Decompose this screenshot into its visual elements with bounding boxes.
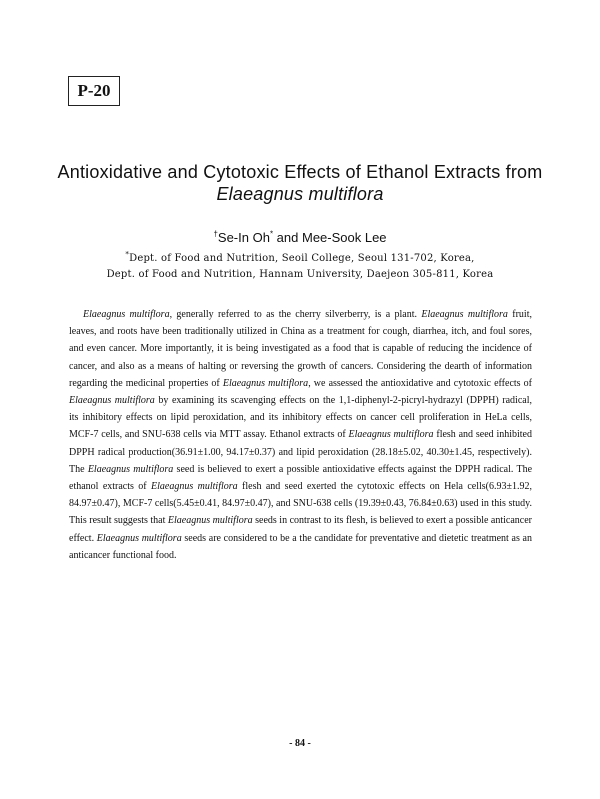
paper-title: [40, 161, 560, 205]
species-name: Elaeagnus multiflora: [96, 532, 182, 544]
species-name: Elaeagnus multiflora: [83, 309, 170, 320]
affiliation-2: Dept. of Food and Nutrition, Hannam University, Daejeon 305-811, Korea: [106, 269, 494, 280]
species-name: Elaeagnus multiflora: [421, 309, 508, 320]
affiliation-1: Dept. of Food and Nutrition, Seoil College, Seoul 131-702, Korea,: [129, 253, 475, 264]
poster-id-box: [68, 76, 120, 106]
poster-id: P-20: [77, 81, 111, 100]
abstract-text: seeds in contrast to its flesh, is believed to exert a possible anticancer effect.: [69, 515, 532, 544]
species-name: Elaeagnus multiflora: [348, 429, 434, 441]
author-1: Se-In Oh: [217, 230, 270, 245]
species-name: Elaeagnus multiflora: [87, 463, 174, 475]
title-line-1: Antioxidative and Cytotoxic Effects of Ethanol Extracts from: [57, 162, 543, 182]
abstract-text: fruit, leaves, and roots have been traditionally utilized in China as a treatment for cough, diarrhea, itch, and foul sores, and even cancer. More importantly, it is being investigated as a food that is capable of reducing the incidence of cancer, and also as a means of halting or reversing the growth of cancers. Considering the dearth of information regarding the medicinal properties of: [69, 309, 532, 389]
species-name: Elaeagnus multiflora: [151, 481, 238, 493]
abstract-text: , generally referred to as the cherry silverberry, is a plant.: [169, 309, 422, 320]
page-number: - 84 -: [289, 738, 311, 749]
abstract-text: flesh and seed inhibited DPPH radical production(36.91±1.00, 94.17±0.37) and lipid peroxidation (28.18±5.02, 40.30±1.45, respectively). The: [69, 429, 532, 475]
author-list: [40, 230, 560, 245]
author-conjunction: and: [273, 230, 302, 245]
abstract-text: , we assessed the antioxidative and cytotoxic effects of: [308, 377, 532, 389]
species-name: Elaeagnus multiflora: [167, 515, 253, 527]
abstract-text: by examining its scavenging effects on the 1,1-diphenyl-2-picryl-hydrazyl (DPPH) radical, its inhibitory effects on lipid peroxidation, and its inhibitory effects on cancer cell proliferation in HeLa cells, MCF-7 cells, and SNU-638 cells via MTT assay. Ethanol extracts of: [69, 395, 532, 441]
affiliations: [40, 251, 560, 283]
corresponding-author-mark: †: [213, 229, 218, 239]
affiliation-1-mark: *: [125, 250, 130, 259]
species-name: Elaeagnus multiflora: [222, 377, 309, 389]
author-2: Mee-Sook Lee: [301, 230, 387, 245]
abstract-body: [69, 306, 532, 564]
abstract-text: flesh and seed exerted the cytotoxic effects on Hela cells(6.93±1.92, 84.97±0.47), MCF-7 cells(5.45±0.41, 84.97±0.47), and SNU-638 cells (19.39±0.43, 76.84±0.63) used in this study. This result suggests that: [69, 481, 532, 527]
species-name: Elaeagnus multiflora: [69, 395, 155, 407]
title-line-2-species: Elaeagnus multiflora: [216, 184, 384, 204]
affiliation-mark: *: [269, 229, 274, 239]
abstract-text: seed is believed to exert a possible antioxidative effects against the DPPH radical. The ethanol extracts of: [69, 463, 533, 493]
abstract-text: seeds are considered to be a the candidate for preventative and dietetic treatment as an anticancer functional food.: [69, 532, 532, 561]
